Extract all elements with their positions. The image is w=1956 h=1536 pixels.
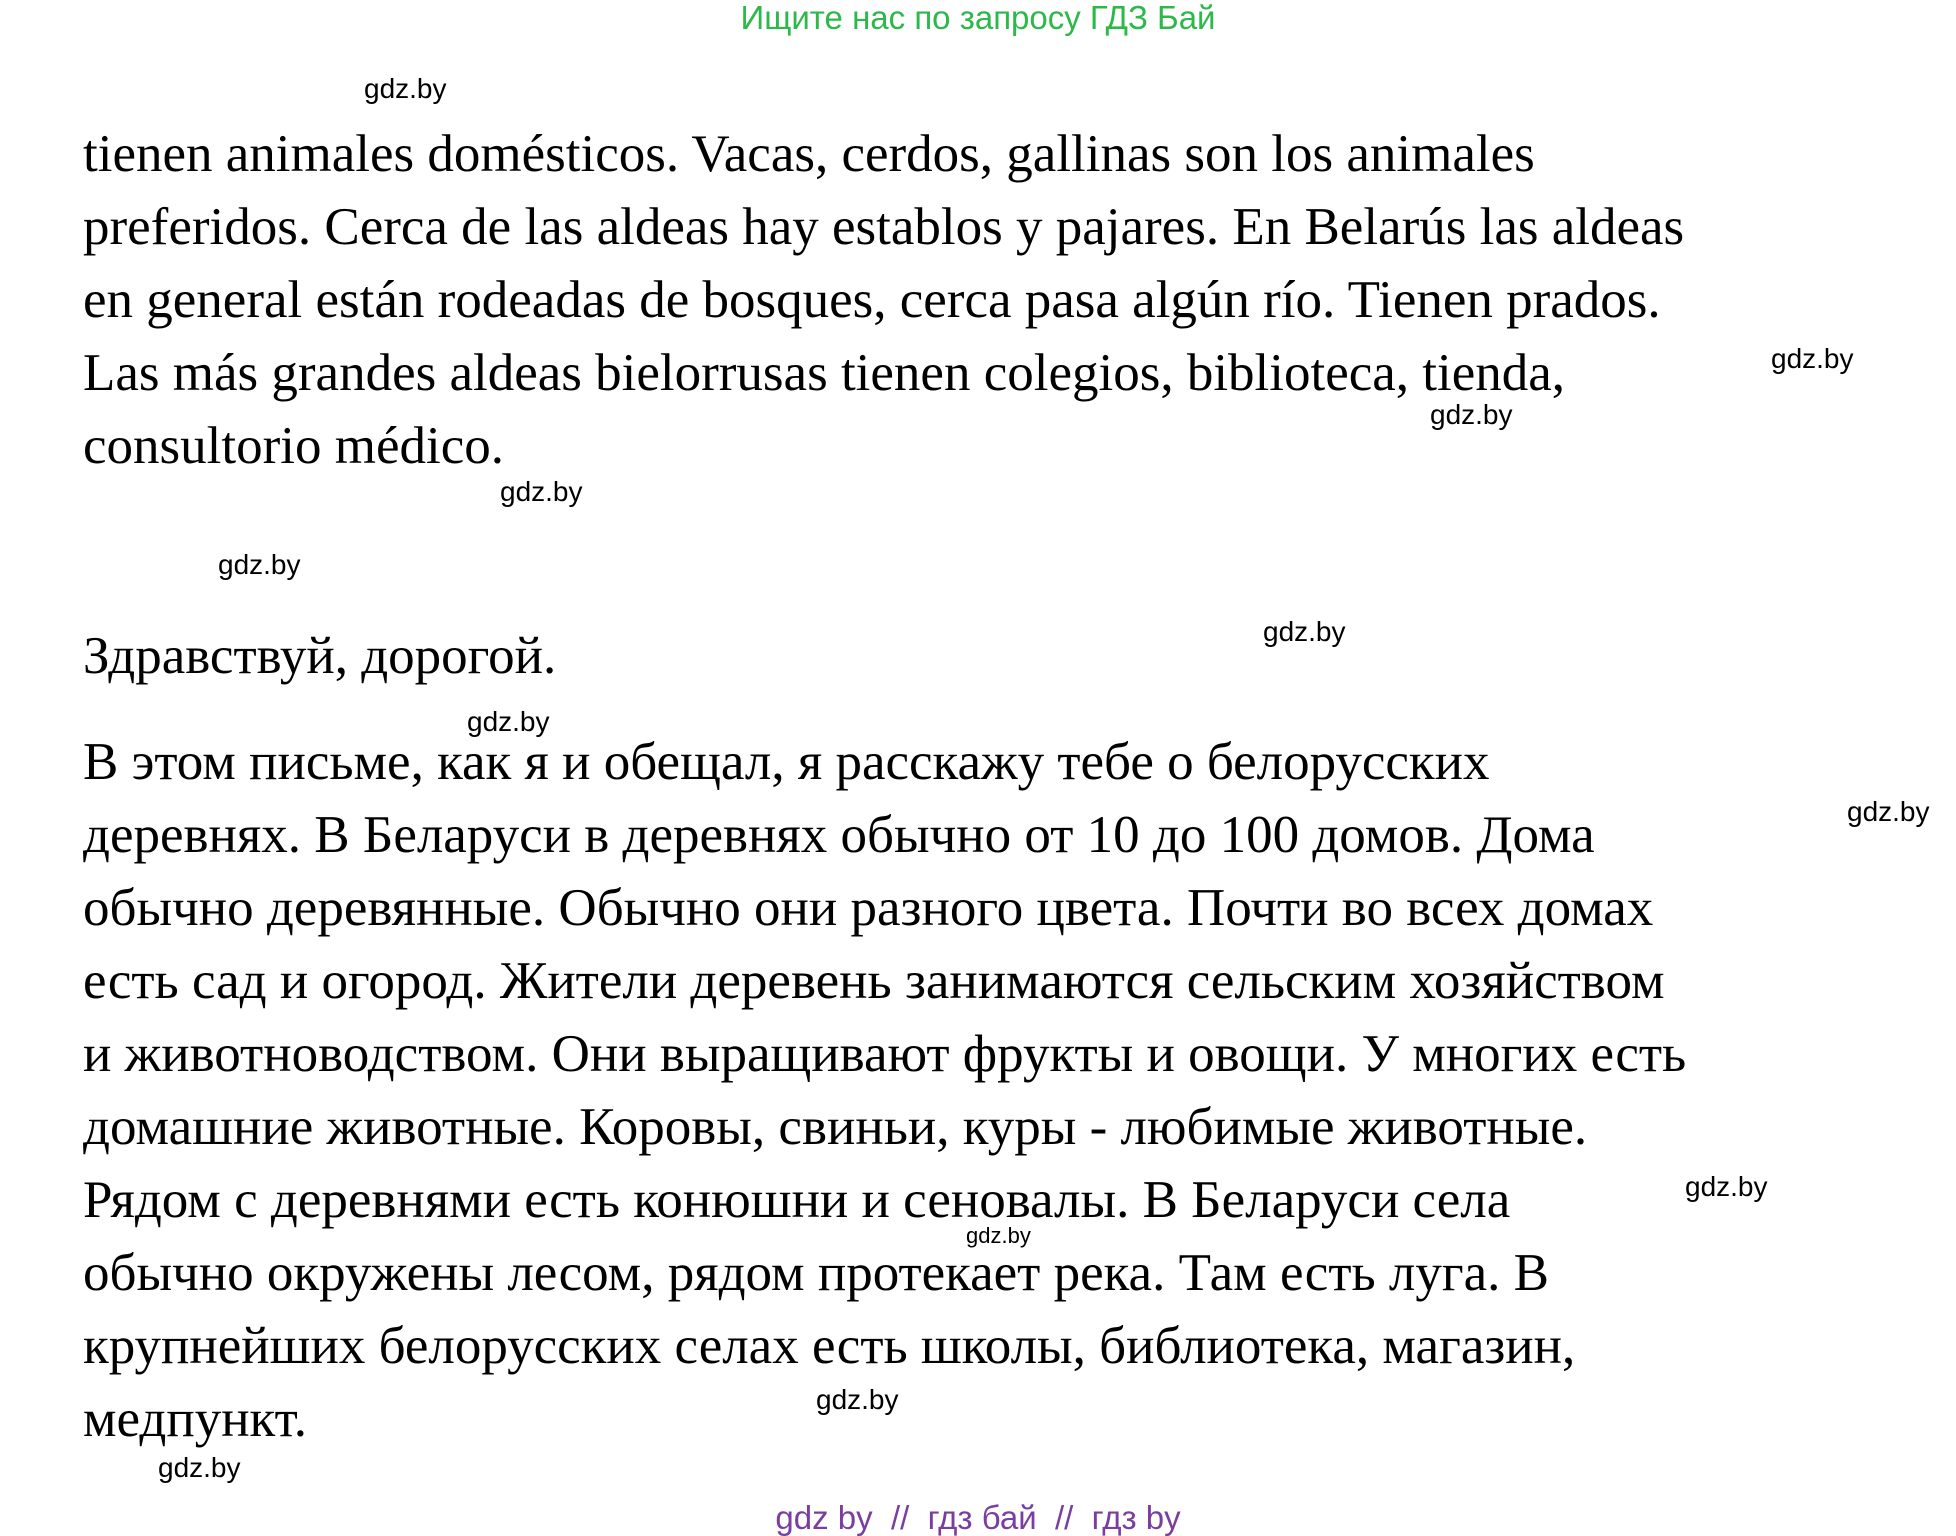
watermark: gdz.by <box>816 1384 899 1415</box>
letter-line: и животноводством. Они выращивают фрукты и овощи. У многих есть <box>83 1025 1687 1083</box>
letter-line: крупнейших белорусских селах есть школы, библиотека, магазин, <box>83 1317 1576 1375</box>
letter-line: есть сад и огород. Жители деревень занимаются сельским хозяйством <box>83 952 1665 1010</box>
spanish-line: en general están rodeadas de bosques, cerca pasa algún río. Tienen prados. <box>83 271 1661 329</box>
watermark: gdz.by <box>500 476 583 507</box>
watermark: gdz.by <box>966 1223 1031 1248</box>
watermark: gdz.by <box>467 706 550 737</box>
letter-line: Рядом с деревнями есть конюшни и сеновалы. В Беларуси села <box>83 1171 1511 1229</box>
letter-line: медпункт. <box>83 1390 308 1448</box>
letter-line: обычно окружены лесом, рядом протекает река. Там есть луга. В <box>83 1244 1549 1302</box>
letter-line: домашние животные. Коровы, свиньи, куры - любимые животные. <box>83 1098 1588 1156</box>
watermark: gdz.by <box>218 549 301 580</box>
spanish-line: tienen animales domésticos. Vacas, cerdos, gallinas son los animales <box>83 125 1535 183</box>
watermark: gdz.by <box>364 73 447 104</box>
letter-line: деревнях. В Беларуси в деревнях обычно от 10 до 100 домов. Дома <box>83 806 1595 864</box>
watermark: gdz.by <box>1771 343 1854 374</box>
spanish-line: Las más grandes aldeas bielorrusas tienen colegios, biblioteca, tienda, <box>83 344 1566 402</box>
footer-links: gdz by // гдз бай // гдз by <box>775 1499 1181 1536</box>
top-banner: Ищите нас по запросу ГДЗ Бай <box>740 0 1216 36</box>
letter-line: В этом письме, как я и обещал, я расскажу тебе о белорусских <box>83 733 1490 791</box>
letter-greeting: Здравствуй, дорогой. <box>83 627 557 685</box>
watermark: gdz.by <box>1685 1171 1768 1202</box>
letter-line: обычно деревянные. Обычно они разного цвета. Почти во всех домах <box>83 879 1654 937</box>
spanish-line: preferidos. Cerca de las aldeas hay establos y pajares. En Belarús las aldeas <box>83 198 1685 256</box>
watermark: gdz.by <box>1263 616 1346 647</box>
watermark: gdz.by <box>158 1452 241 1483</box>
spanish-line: consultorio médico. <box>83 417 504 475</box>
watermark: gdz.by <box>1847 796 1930 827</box>
watermark: gdz.by <box>1430 399 1513 430</box>
